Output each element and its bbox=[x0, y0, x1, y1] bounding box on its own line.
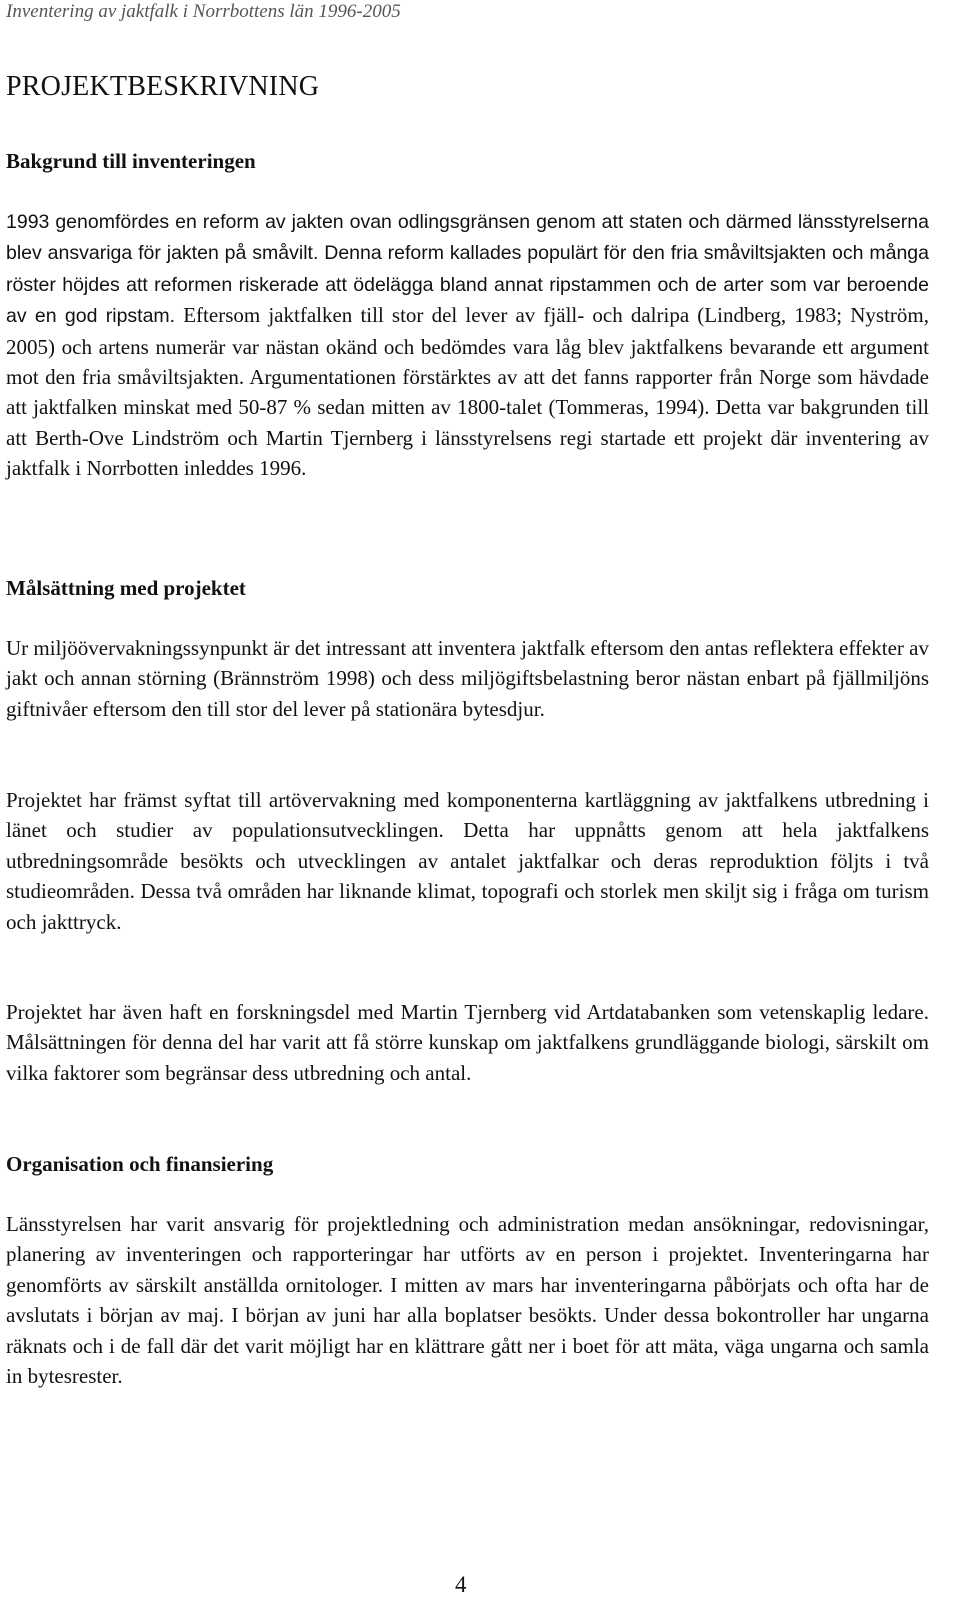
paragraph-organisation: Länsstyrelsen har varit ansvarig för projektledning och administration medan ansökningar, redovisningar, planering av inventeringen och rapporteringar har utförts av en person i projektet. Inventeringarna har genomförts av särskilt anställda ornitologer. I mitten av mars har inventeringarna påbörjats och ofta har de avslutats i början av maj. I början av juni har alla boplatser besökts. Under dessa bokontroller har ungarna räknats och i de fall där det varit möjligt har en klättrare gått ner i boet för att mäta, väga ungarna och samla in bytesrester. bbox=[6, 1212, 929, 1389]
paragraph-bakgrund-part-1: 1993 genomfördes en reform av jakten ovan odlingsgränsen genom att staten och därmed länsstyrelserna blev ansvariga för jakten på småvilt. Denna reform kallades populärt för den fria småviltsjakten och många röster höjdes att reformen riskerade att ödelägga bland annat ripstammen och de arter som var beroende av en god ripstam. bbox=[6, 211, 929, 328]
section-heading-bakgrund: Bakgrund till inventeringen bbox=[6, 149, 256, 173]
page-title: PROJEKTBESKRIVNING bbox=[6, 71, 320, 102]
running-header: Inventering av jaktfalk i Norrbottens län 1996-2005 bbox=[6, 1, 401, 22]
section-heading-malsattning: Målsättning med projektet bbox=[6, 576, 246, 600]
section-heading-organisation: Organisation och finansiering bbox=[6, 1152, 274, 1176]
page-number: 4 bbox=[455, 1572, 467, 1597]
paragraph-malsattning-2: Projektet har främst syftat till artövervakning med komponenterna kartläggning av jaktfalkens utbredning i länet och studier av populationsutvecklingen. Detta har uppnåtts genom att hela jaktfalkens utbredningsområde besökts och utvecklingen av antalet jaktfalkar och deras reproduktion följts i två studieområden. Dessa två områden har liknande klimat, topografi och storlek men skiljt sig i fråga om turism och jakttryck. bbox=[6, 788, 929, 934]
paragraph-bakgrund bbox=[6, 206, 929, 484]
paragraph-malsattning-1: Ur miljöövervakningssynpunkt är det intressant att inventera jaktfalk eftersom den antas reflektera effekter av jakt och annan störning (Brännström 1998) och dess miljögiftsbelastning beror nästan enbart på fjällmiljöns giftnivåer eftersom den till stor del lever på stationära bytesdjur. bbox=[6, 636, 929, 721]
paragraph-bakgrund-part-2: Eftersom jaktfalken till stor del lever av fjäll- och dalripa (Lindberg, 1983; Nyström, 2005) och artens numerär var nästan okänd och bedömdes vara låg blev jaktfalkens bevarande ett argument mot den fria småviltsjakten. Argumentationen förstärktes av att det fanns rapporter från Norge som hävdade att jaktfalken minskat med 50-87 % sedan mitten av 1800-talet (Tommeras, 1994). Detta var bakgrunden till att Berth-Ove Lindström och Martin Tjernberg i länsstyrelsens regi startade ett projekt där inventering av jaktfalk i Norrbotten inleddes 1996. bbox=[6, 303, 929, 481]
paragraph-malsattning-3: Projektet har även haft en forskningsdel med Martin Tjernberg vid Artdatabanken som vetenskaplig ledare. Målsättningen för denna del har varit att få större kunskap om jaktfalkens grundläggande biologi, särskilt om vilka faktorer som begränsar dess utbredning och antal. bbox=[6, 1000, 929, 1085]
